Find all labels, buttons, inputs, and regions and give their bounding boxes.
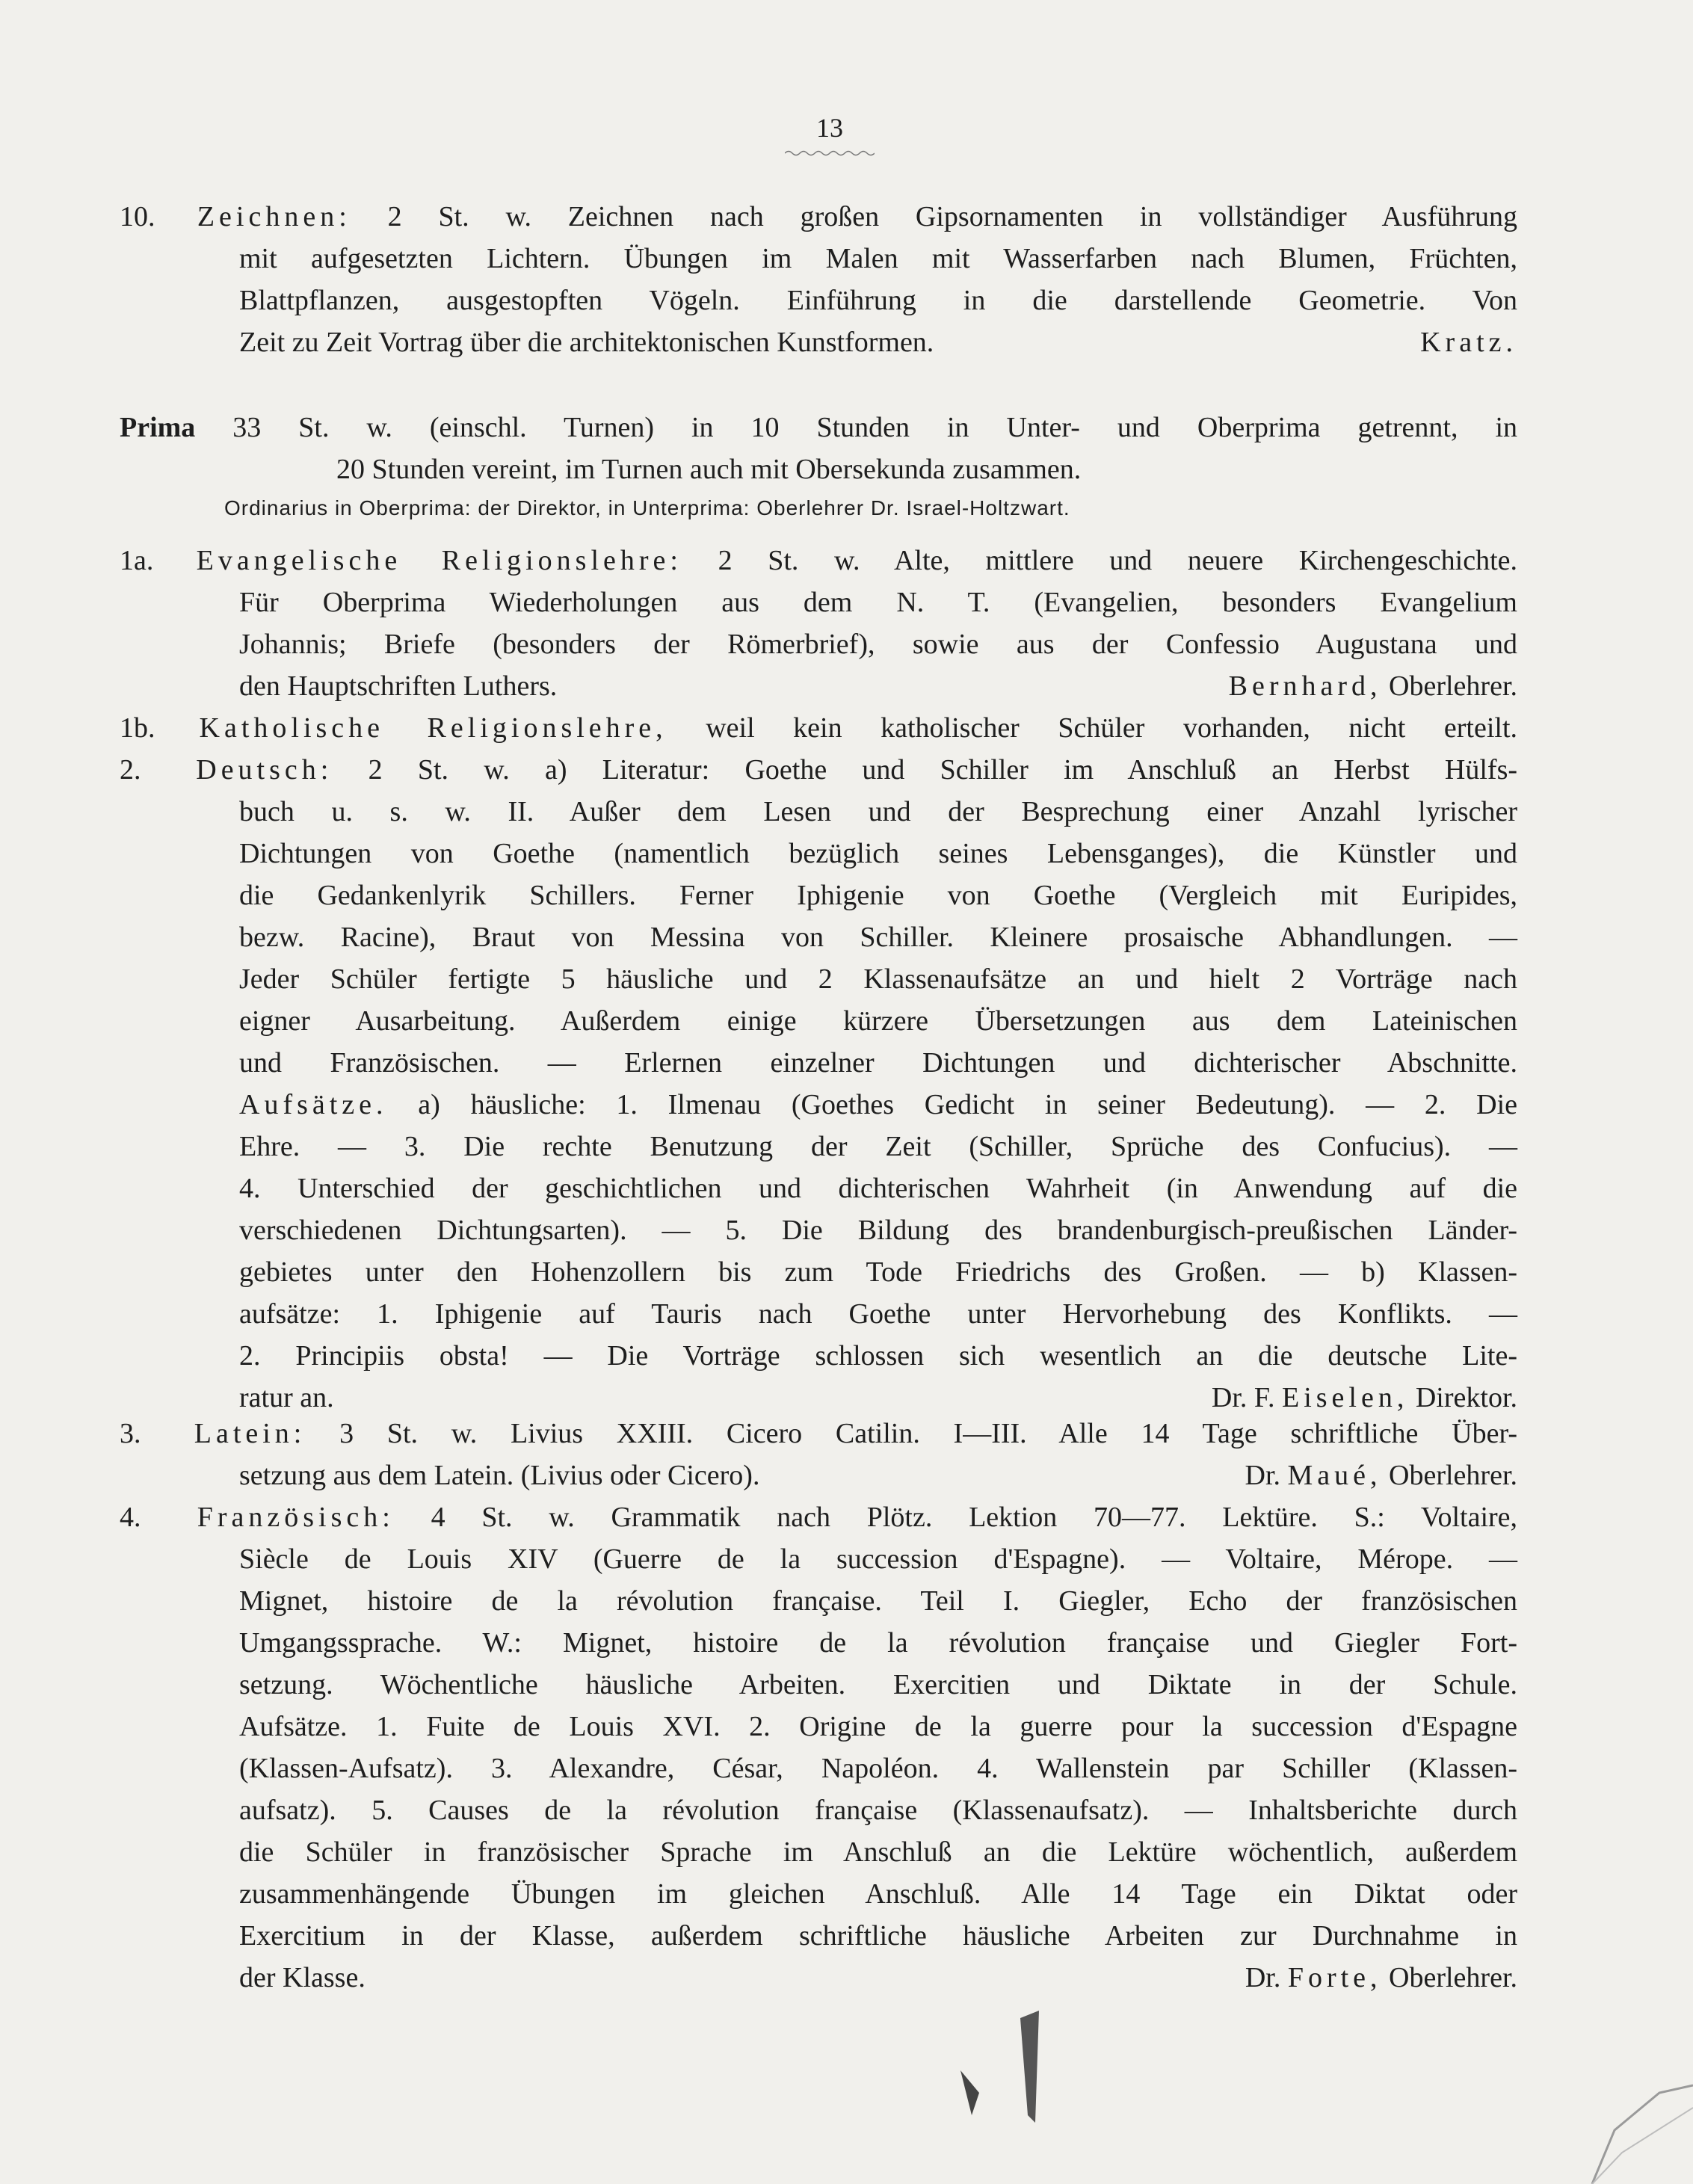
teacher-name: Maué,: [1287, 1460, 1382, 1491]
section-title: Katholische Religionslehre,: [199, 712, 667, 744]
section-line: mit aufgesetzten Lichtern. Übungen im Malen mit Wasserfarben nach Blumen, Früchten,: [239, 243, 1517, 274]
teacher-name: Eiselen,: [1282, 1382, 1409, 1413]
section-line: 2 St. w. a) Literatur: Goethe und Schiller im Anschluß an Herbst Hülfs-: [368, 754, 1518, 786]
section-line: zusammenhängende Übungen im gleichen Anschluß. Alle 14 Tage ein Diktat oder: [239, 1878, 1517, 1910]
section-title: Evangelische Religionslehre:: [196, 545, 682, 576]
section-line: Mignet, histoire de la révolution française. Teil I. Giegler, Echo der französischen: [239, 1585, 1517, 1617]
section-line: Ehre. — 3. Die rechte Benutzung der Zeit (Schiller, Sprüche des Confucius). —: [239, 1131, 1517, 1162]
section-line: ratur an.: [239, 1382, 334, 1413]
section-line: die Schüler in französischer Sprache im Anschluß an die Lektüre wöchentlich, außerdem: [239, 1836, 1517, 1868]
section-zeichnen: [120, 196, 1517, 363]
section-line: Jeder Schüler fertigte 5 häusliche und 2 Klassenaufsätze an und hielt 2 Vorträge nach: [239, 963, 1517, 995]
section-line: 4. Unterschied der geschichtlichen und dichterischen Wahrheit (in Anwendung auf die: [239, 1173, 1517, 1204]
section-line: (Klassen-Aufsatz). 3. Alexandre, César, Napoléon. 4. Wallenstein par Schiller (Klassen-: [239, 1753, 1517, 1784]
section-line: Siècle de Louis XIV (Guerre de la succession d'Espagne). — Voltaire, Mérope. —: [239, 1543, 1517, 1575]
section-deutsch: [120, 749, 1517, 1419]
prima-title: Prima: [120, 412, 196, 443]
prima-header: [120, 407, 1517, 490]
section-line: buch u. s. w. II. Außer dem Lesen und der Besprechung einer Anzahl lyrischer: [239, 796, 1517, 827]
section-line: Blattpflanzen, ausgestopften Vögeln. Einführung in die darstellende Geometrie. Von: [239, 285, 1517, 316]
teacher-name: Kratz.: [1420, 327, 1517, 358]
teacher-title: Direktor.: [1415, 1382, 1517, 1413]
section-line: verschiedenen Dichtungsarten). — 5. Die Bildung des brandenburgisch-preußischen Länder-: [239, 1215, 1517, 1246]
section-line: Exercitium in der Klasse, außerdem schriftliche häusliche Arbeiten zur Durchnahme in: [239, 1920, 1517, 1952]
section-number: 4.: [120, 1502, 141, 1533]
section-line: setzung aus dem Latein. (Livius oder Cicero).: [239, 1460, 760, 1491]
section-line: und Französischen. — Erlernen einzelner Dichtungen und dichterischer Abschnitte.: [239, 1047, 1517, 1079]
section-title: Deutsch:: [196, 754, 333, 786]
teacher-title: Oberlehrer.: [1389, 1460, 1517, 1491]
section-latein: [120, 1413, 1517, 1496]
section-line: setzung. Wöchentliche häusliche Arbeiten. Exercitien und Diktate in der Schule.: [239, 1669, 1517, 1700]
section-title: Latein:: [194, 1418, 306, 1449]
section-line: Aufsätze. 1. Fuite de Louis XVI. 2. Origine de la guerre pour la succession d'Espagne: [239, 1711, 1517, 1742]
section-line: 2. Principiis obsta! — Die Vorträge schlossen sich wesentlich an die deutsche Lite-: [239, 1340, 1517, 1372]
section-number: 2.: [120, 754, 141, 786]
section-line: der Klasse.: [239, 1962, 366, 1993]
section-line: Für Oberprima Wiederholungen aus dem N. T. (Evangelien, besonders Evangelium: [239, 587, 1517, 618]
scan-artifact-marks: [957, 2003, 1046, 2123]
ordinarius-note: Ordinarius in Oberprima: der Direktor, in Unterprima: Oberlehrer Dr. Israel-Holtzwart.: [224, 496, 1070, 519]
teacher-name: Forte,: [1287, 1962, 1382, 1993]
section-line: weil kein katholischer Schüler vorhanden, nicht erteilt.: [706, 712, 1518, 744]
section-line: die Gedankenlyrik Schillers. Ferner Iphigenie von Goethe (Vergleich mit Euripides,: [239, 880, 1517, 911]
section-line: 3 St. w. Livius XXIII. Cicero Catilin. I—III. Alle 14 Tage schriftliche Über-: [339, 1418, 1518, 1449]
section-line: 2 St. w. Zeichnen nach großen Gipsornamenten in vollständiger Ausführung: [387, 201, 1518, 232]
section-line: Umgangssprache. W.: Mignet, histoire de la révolution française und Giegler Fort-: [239, 1627, 1517, 1659]
page-corner-fold: [1577, 2063, 1693, 2184]
prima-line: 33 St. w. (einschl. Turnen) in 10 Stunden in Unter- und Oberprima getrennt, in: [232, 412, 1517, 443]
section-title: Französisch:: [197, 1502, 395, 1533]
section-number: 1b.: [120, 712, 155, 744]
section-line: Johannis; Briefe (besonders der Römerbrief), sowie aus der Confessio Augustana und: [239, 629, 1517, 660]
section-line: Zeit zu Zeit Vortrag über die architektonischen Kunstformen.: [239, 327, 934, 358]
prima-line: 20 Stunden vereint, im Turnen auch mit Obersekunda zusammen.: [336, 454, 1082, 485]
section-line: 4 St. w. Grammatik nach Plötz. Lektion 70—77. Lektüre. S.: Voltaire,: [431, 1502, 1518, 1533]
page-number-ornament: [785, 149, 875, 157]
section-line: aufsatz). 5. Causes de la révolution française (Klassenaufsatz). — Inhaltsberichte durch: [239, 1795, 1517, 1826]
aufsaetze-label: Aufsätze.: [239, 1089, 388, 1120]
teacher-title: Oberlehrer.: [1389, 670, 1517, 702]
section-line: den Hauptschriften Luthers.: [239, 670, 558, 702]
section-katholische-religionslehre: [120, 707, 1517, 749]
section-number: 3.: [120, 1418, 141, 1449]
section-line: gebietes unter den Hohenzollern bis zum Tode Friedrichs des Großen. — b) Klassen-: [239, 1256, 1517, 1288]
section-title: Zeichnen:: [197, 201, 351, 232]
section-line: aufsätze: 1. Iphigenie auf Tauris nach Goethe unter Hervorhebung des Konflikts. —: [239, 1298, 1517, 1330]
teacher-prefix: Dr.: [1245, 1460, 1280, 1491]
teacher-title: Oberlehrer.: [1389, 1962, 1517, 1993]
section-evangelische-religionslehre: [120, 540, 1517, 707]
section-number: 10.: [120, 201, 155, 232]
section-line: 2 St. w. Alte, mittlere und neuere Kirchengeschichte.: [718, 545, 1518, 576]
teacher-name: Bernhard,: [1228, 670, 1382, 702]
section-line: eigner Ausarbeitung. Außerdem einige kürzere Übersetzungen aus dem Lateinischen: [239, 1005, 1517, 1037]
section-line: bezw. Racine), Braut von Messina von Schiller. Kleinere prosaische Abhandlungen. —: [239, 922, 1517, 953]
section-line: Dichtungen von Goethe (namentlich bezüglich seines Lebensganges), die Künstler und: [239, 838, 1517, 869]
page-number: 13: [816, 113, 843, 143]
teacher-prefix: Dr. F.: [1211, 1382, 1275, 1413]
section-franzoesisch: [120, 1496, 1517, 1999]
teacher-prefix: Dr.: [1245, 1962, 1281, 1993]
section-number: 1a.: [120, 545, 154, 576]
section-line: a) häusliche: 1. Ilmenau (Goethes Gedicht in seiner Bedeutung). — 2. Die: [418, 1089, 1517, 1120]
